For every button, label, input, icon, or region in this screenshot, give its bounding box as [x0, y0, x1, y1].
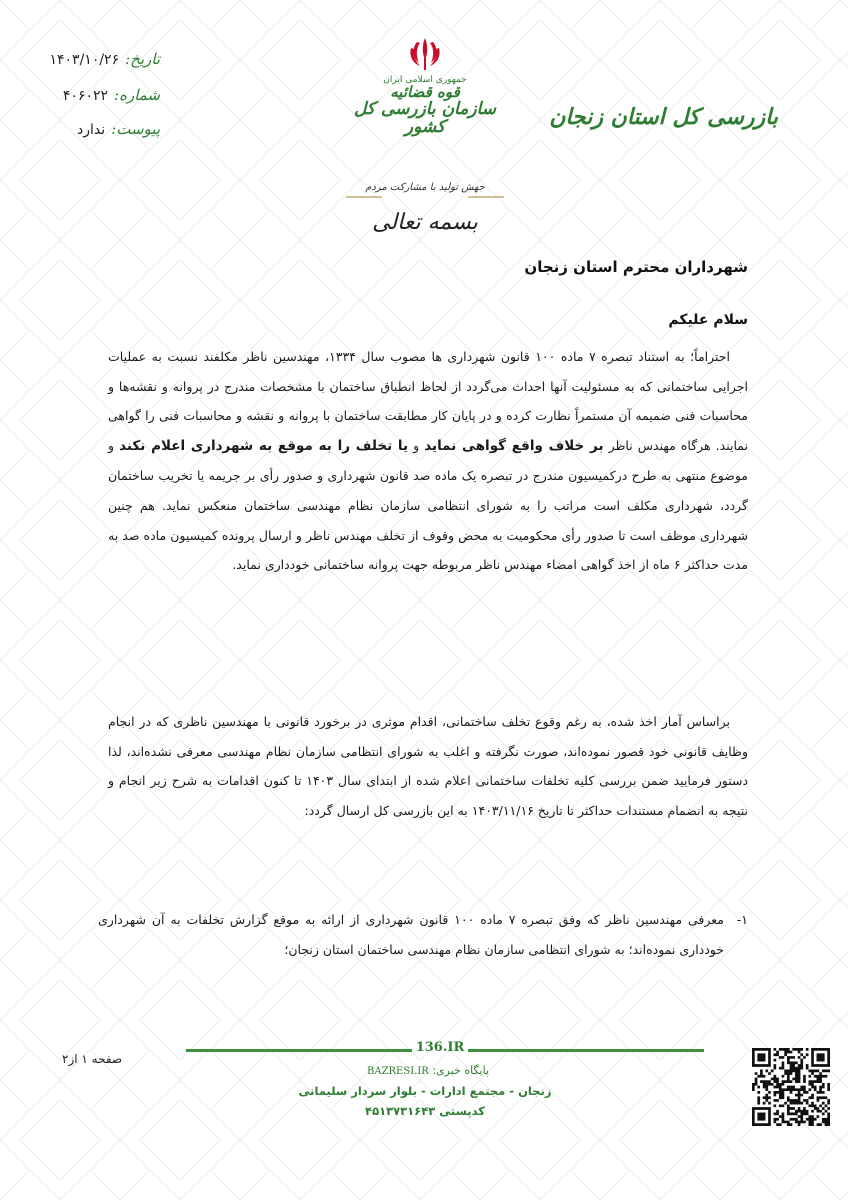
- date-label: تاریخ:: [125, 50, 160, 68]
- paragraph-1-bold-2: یا تخلف را به موقع به شهرداری اعلام نکند: [119, 437, 409, 454]
- slogan: جهش تولید با مشارکت مردم: [365, 182, 485, 193]
- salutation: سلام علیکم: [668, 312, 748, 328]
- footer-rule-right: [468, 1049, 704, 1052]
- paragraph-1-bold-1: بر خلاف واقع گواهی نماید: [424, 437, 604, 454]
- footer-news-site: [300, 1064, 550, 1077]
- organization-title: بازرسی کل استان زنجان: [549, 104, 778, 130]
- paragraph-2-text: براساس آمار اخذ شده، به رغم وقوع تخلف ساختمانی، اقدام موثری در برخورد قانونی با مهندسین ناظری که در انجام وظایف قانونی خود قصور نموده‌اند، صورت نگرفته و اغلب به شورای انتظامی سازمان نظام مهندسی معرفی نشده‌اند، لذا دستور فرمایید ضمن بررسی کلیه تخلفات ساختمانی اعلام شده از ابتدای سال ۱۴۰۳ تا کنون اقدامات به شرح زیر انجام و نتیجه به انضمام مستندات حداکثر تا تاریخ ۱۴۰۳/۱۱/۱۶ به این بازرسی کل ارسال گردد:: [108, 714, 749, 818]
- number-value: ۴۰۶۰۲۲: [62, 88, 109, 104]
- iran-emblem-icon: [408, 36, 442, 72]
- footer-hotline: 136.IR: [415, 1040, 465, 1055]
- paragraph-1-part-d: و موضوع منتهی به طرح درکمیسیون مندرج در تبصره یک ماده صد قانون شهرداری و صدور رأی بر جریمه یا تخریب ساختمان گردد، شهرداری مکلف است مراتب را به شورای انتظامی سازمان نظام مهندسی ساختمان منعکس نماید. هم چنین شهرداری موظف است تا صدور رأی محکومیت به محض وقوف از تخلف مهندس ناظر و ارسال پرونده کمیسیون ماده صد به مدت حداکثر ۶ ماه از اخذ گواهی امضاء مهندس ناظر مربوطه جهت پروانه ساختمانی خودداری نماید.: [108, 437, 748, 573]
- date-value: ۱۴۰۳/۱۰/۲۶: [49, 52, 120, 68]
- footer-postal-value: ۴۵۱۳۷۳۱۶۴۳: [365, 1104, 436, 1118]
- list-item-1: [98, 905, 748, 965]
- attachment-value: ندارد: [77, 122, 106, 138]
- emblem-caption-organization: سازمان بازرسی کل کشور: [354, 99, 496, 138]
- footer-postal-code: [300, 1104, 550, 1118]
- footer-address: زنجان - مجتمع ادارات - بلوار سردار سلیمانی: [298, 1084, 552, 1098]
- footer-rule-left: [186, 1049, 412, 1052]
- emblem-caption-judiciary: قوه قضائیه: [390, 83, 460, 102]
- attachment-row: [60, 120, 160, 138]
- recipient: شهرداران محترم استان زنجان: [524, 258, 748, 276]
- footer-postal-label: کدپستی: [439, 1104, 485, 1118]
- paragraph-1: [108, 342, 748, 580]
- emblem-caption-country: جمهوری اسلامی ایران: [383, 75, 467, 85]
- date-row: [38, 50, 160, 68]
- list-item-1-text: معرفی مهندسین ناظر که وفق تبصره ۷ ماده ۱۰۰ قانون شهرداری از ارائه به موقع گزارش تخلفات به آن شهرداری خودداری نموده‌اند؛ به شورای انتظامی سازمان نظام مهندسی ساختمان استان زنجان؛: [98, 912, 724, 957]
- header-emblem: [350, 36, 500, 137]
- footer-site-label: پایگاه خبری:: [432, 1064, 489, 1077]
- paragraph-1-part-a: احتراماً؛ به استناد تبصره ۷ ماده ۱۰۰ قانون شهرداری ها مصوب سال ۱۳۳۴، مهندسین ناظر مکلفند نسبت به عملیات اجرایی ساختمانی که به مسئولیت آنها احداث می‌گردد از لحاظ انطباق ساختمان با مشخصات مندرج در پروانه و نقشه‌ها و محاسبات فنی ضمیمه آن مستمراً نظارت کرده و در پایان کار مطابقت ساختمان با پروانه و نقشه و محاسبات فنی را گواهی نمایند. هرگاه مهندس ناظر: [108, 349, 748, 453]
- qr-code-icon: [752, 1048, 830, 1126]
- attachment-label: پیوست:: [111, 120, 160, 138]
- page-number: صفحه ۱ از۲: [62, 1052, 123, 1066]
- footer-site-domain: BAZRESI.IR: [367, 1066, 429, 1077]
- slogan-ornament: [346, 194, 504, 200]
- list-item-1-number: ۱-: [736, 912, 748, 927]
- number-label: شماره:: [114, 86, 160, 104]
- bismillah-calligraphy: بسمه تعالی: [372, 210, 478, 235]
- paragraph-2: [108, 707, 748, 825]
- number-row: [50, 86, 160, 104]
- paragraph-1-part-c: و: [413, 437, 420, 453]
